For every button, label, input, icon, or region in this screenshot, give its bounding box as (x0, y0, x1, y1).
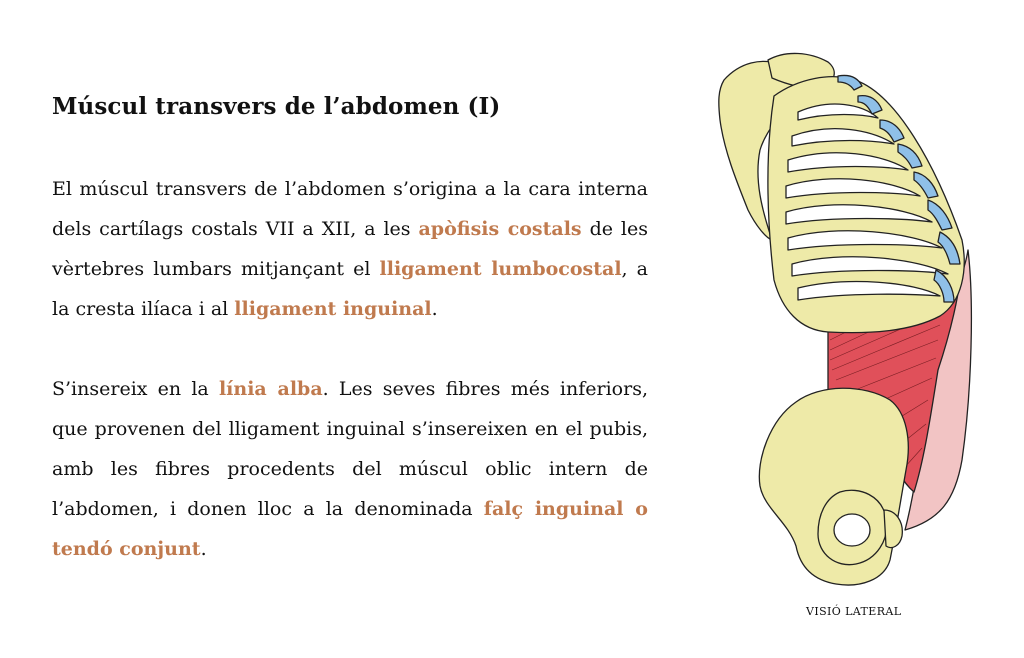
term-falc-inguinal: falç inguinal o tendó conjunt (52, 498, 648, 560)
anatomical-illustration (700, 40, 1000, 600)
figure-caption: VISIÓ LATERAL (806, 605, 902, 618)
text-segment: S’insereix en la (52, 378, 219, 400)
term-linia-alba: línia alba (218, 378, 323, 400)
obturator-foramen (834, 514, 870, 546)
text-segment: . (431, 298, 438, 320)
text-segment: . (200, 538, 207, 560)
text-segment: de les vèrtebres lumbars mitjançant el (52, 218, 648, 280)
paragraph-origin (52, 169, 648, 329)
paragraph-insertion (52, 369, 648, 569)
term-lligament-lumbocostal: lligament lumbocostal (379, 258, 622, 280)
term-apofisis-costals: apòfisis costals (418, 218, 582, 240)
text-segment: , a la cresta ilíaca i al (52, 258, 648, 320)
pubis (884, 510, 902, 548)
term-lligament-inguinal: lligament inguinal (234, 298, 432, 320)
text-segment: El múscul transvers de l’abdomen s’origina a la cara interna dels cartílags costals VII a XII, a les (52, 178, 648, 240)
page-title: Múscul transvers de l’abdomen (I) (52, 93, 501, 120)
text-segment: . Les seves fibres més inferiors, que provenen del lligament inguinal s’insereixen en el pubis, amb les fibres procedents del múscul oblic intern de l’abdomen, i donen lloc a la denominada (52, 378, 648, 520)
